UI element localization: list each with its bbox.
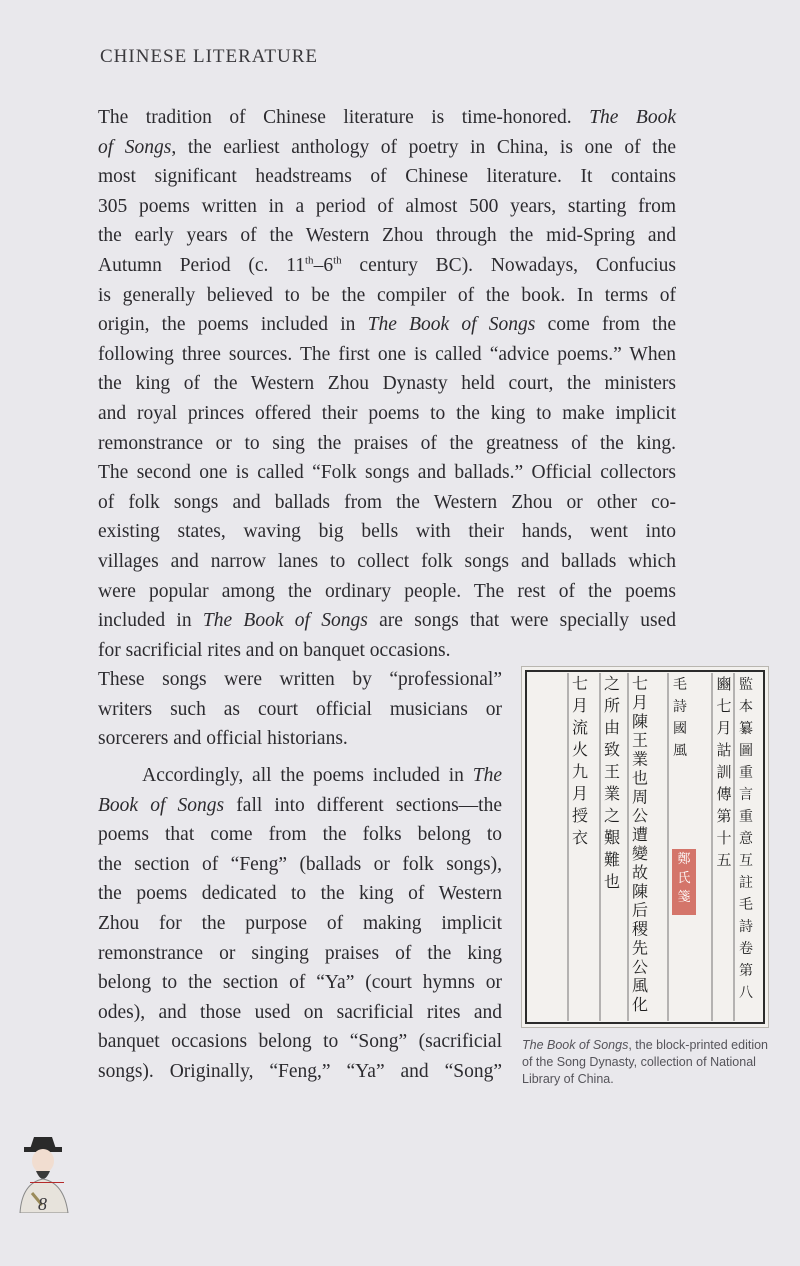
woodblock-character: 第 xyxy=(739,963,753,979)
woodblock-character: 風 xyxy=(631,976,649,996)
woodblock-character: 故 xyxy=(631,862,649,882)
woodblock-character: 艱 xyxy=(603,828,621,847)
body-paragraph-2 xyxy=(98,761,502,1087)
woodblock-character: 圖 xyxy=(739,743,753,759)
woodblock-character: 先 xyxy=(631,938,649,958)
text-line: The tradition of Chinese literature is time-honored. The Book xyxy=(98,107,676,128)
page-number: 8 xyxy=(38,1194,47,1214)
woodblock-character: 也 xyxy=(631,768,649,788)
text-line: following three sources. The first one is called “advice poems.” When xyxy=(98,343,676,365)
woodblock-character: 互 xyxy=(739,853,753,869)
body-paragraph-1 xyxy=(98,103,676,754)
woodblock-character: 所 xyxy=(603,696,621,715)
woodblock-character: 九 xyxy=(571,762,589,781)
caption-title: The Book of Songs xyxy=(522,1038,629,1052)
text-line: villages and narrow lanes to collect folk songs and ballads which xyxy=(98,550,676,572)
woodblock-character: 火 xyxy=(571,740,589,759)
text-line: the section of “Feng” (ballads or folk songs), xyxy=(98,853,502,875)
woodblock-character: 流 xyxy=(571,718,589,737)
text-line: origin, the poems included in The Book of Songs come from the xyxy=(98,314,676,336)
woodblock-character: 陳 xyxy=(631,881,649,901)
text-line: The second one is called “Folk songs and ballads.” Official collectors xyxy=(98,462,676,484)
woodblock-character: 纂 xyxy=(739,721,753,737)
woodblock-character: 傳 xyxy=(716,785,732,803)
text-line: the poems dedicated to the king of Western xyxy=(98,883,502,905)
woodblock-character: 公 xyxy=(631,806,649,826)
text-line: 305 poems written in a period of almost 500 years, starting from xyxy=(98,195,676,217)
woodblock-character: 月 xyxy=(716,719,732,737)
woodblock-character: 重 xyxy=(739,765,753,781)
text-line: Autumn Period (c. 11th–6th century BC). Nowadays, Confucius xyxy=(98,254,676,276)
woodblock-character: 周 xyxy=(631,787,649,807)
woodblock-character: 陳 xyxy=(631,711,649,731)
woodblock-character: 業 xyxy=(631,749,649,769)
woodblock-character: 豳 xyxy=(716,675,732,693)
woodblock-character: 七 xyxy=(716,697,732,715)
figure-caption xyxy=(522,1037,772,1088)
text-line: of folk songs and ballads from the Western Zhou or other co- xyxy=(98,491,676,513)
woodblock-character: 五 xyxy=(716,851,732,869)
woodblock-character: 難 xyxy=(603,850,621,869)
woodblock-character: 稷 xyxy=(631,919,649,939)
text-line: songs). Originally, “Feng,” “Ya” and “Song” xyxy=(98,1060,502,1082)
woodblock-character: 之 xyxy=(603,674,621,693)
woodblock-character: 月 xyxy=(571,784,589,803)
woodblock-character: 毛 xyxy=(739,897,753,913)
woodblock-character: 致 xyxy=(603,740,621,759)
running-title: CHINESE LITERATURE xyxy=(100,46,319,67)
woodblock-character: 言 xyxy=(739,787,753,803)
woodblock-character: 監 xyxy=(739,677,753,693)
woodblock-character: 遭 xyxy=(631,825,649,845)
woodblock-character: 業 xyxy=(603,784,621,803)
woodblock-character: 重 xyxy=(739,809,753,825)
text-line: most significant headstreams of Chinese literature. It contains xyxy=(98,166,676,188)
woodblock-character: 七 xyxy=(631,674,649,693)
text-line: is generally believed to be the compiler of the book. In terms of xyxy=(98,284,676,306)
woodblock-character: 公 xyxy=(631,957,649,977)
woodblock-character: 月 xyxy=(631,692,649,712)
woodblock-character: 註 xyxy=(739,875,753,891)
woodblock-character: 訓 xyxy=(716,763,732,781)
text-line: remonstrance or singing praises of the king xyxy=(98,942,502,964)
woodblock-character: 由 xyxy=(603,718,621,737)
woodblock-character: 八 xyxy=(739,985,753,1001)
woodblock-character: 授 xyxy=(571,806,589,825)
caption-text: , the block-printed edition of the Song Dynasty, collection of National Library of China. xyxy=(522,1038,768,1086)
text-line: Accordingly, all the poems included in The xyxy=(98,765,502,786)
text-line: sorcerers and official historians. xyxy=(98,728,348,750)
woodblock-character: 化 xyxy=(631,995,649,1015)
woodblock-character: 衣 xyxy=(571,828,589,847)
woodblock-print-illustration xyxy=(522,667,768,1027)
text-line: odes), and those used on sacrificial rites and xyxy=(98,1001,502,1023)
woodblock-character: 之 xyxy=(603,806,621,825)
woodblock-character: 變 xyxy=(631,844,649,863)
seal-text: 鄭氏箋 xyxy=(677,852,691,905)
woodblock-character: 月 xyxy=(571,696,589,715)
text-line: poems that come from the folks belong to xyxy=(98,824,502,846)
woodblock-character: 王 xyxy=(631,730,649,750)
woodblock-character: 毛 xyxy=(673,677,687,693)
text-line: belong to the section of “Ya” (court hymns or xyxy=(98,972,502,994)
woodblock-character: 風 xyxy=(673,743,687,759)
woodblock-character: 詁 xyxy=(716,741,732,759)
text-line: Zhou for the purpose of making implicit xyxy=(98,912,502,934)
text-line: and royal princes offered their poems to the king to make implicit xyxy=(98,402,676,424)
text-line: for sacrificial rites and on banquet occasions. xyxy=(98,639,451,661)
woodblock-character: 本 xyxy=(739,699,753,715)
text-line: existing states, waving big bells with their hands, went into xyxy=(98,521,676,543)
woodblock-character: 十 xyxy=(716,829,732,847)
footer-rule xyxy=(30,1182,64,1183)
text-line: included in The Book of Songs are songs that were specially used xyxy=(98,610,676,632)
woodblock-character: 國 xyxy=(673,721,687,737)
woodblock-character: 意 xyxy=(739,831,753,847)
text-line: banquet occasions belong to “Song” (sacrificial xyxy=(98,1031,502,1053)
woodblock-character: 后 xyxy=(631,900,649,920)
text-line: of Songs, the earliest anthology of poetry in China, is one of the xyxy=(98,136,676,158)
woodblock-character: 詩 xyxy=(673,699,687,715)
text-line: writers such as court official musicians or xyxy=(98,698,502,720)
text-line: Book of Songs fall into different sections—the xyxy=(98,794,502,816)
text-line: were popular among the ordinary people. The rest of the poems xyxy=(98,580,676,602)
book-page-image xyxy=(521,666,769,1028)
text-line: the early years of the Western Zhou through the mid-Spring and xyxy=(98,225,676,247)
text-line: remonstrance or to sing the praises of the greatness of the king. xyxy=(98,432,676,454)
text-line: These songs were written by “professional” xyxy=(98,669,502,691)
woodblock-character: 詩 xyxy=(739,919,753,935)
woodblock-character: 七 xyxy=(571,674,589,693)
woodblock-character: 也 xyxy=(603,872,621,891)
woodblock-character: 王 xyxy=(603,762,621,781)
woodblock-character: 第 xyxy=(716,807,732,825)
woodblock-character: 卷 xyxy=(739,941,753,957)
text-line: the king of the Western Zhou Dynasty held court, the ministers xyxy=(98,373,676,395)
